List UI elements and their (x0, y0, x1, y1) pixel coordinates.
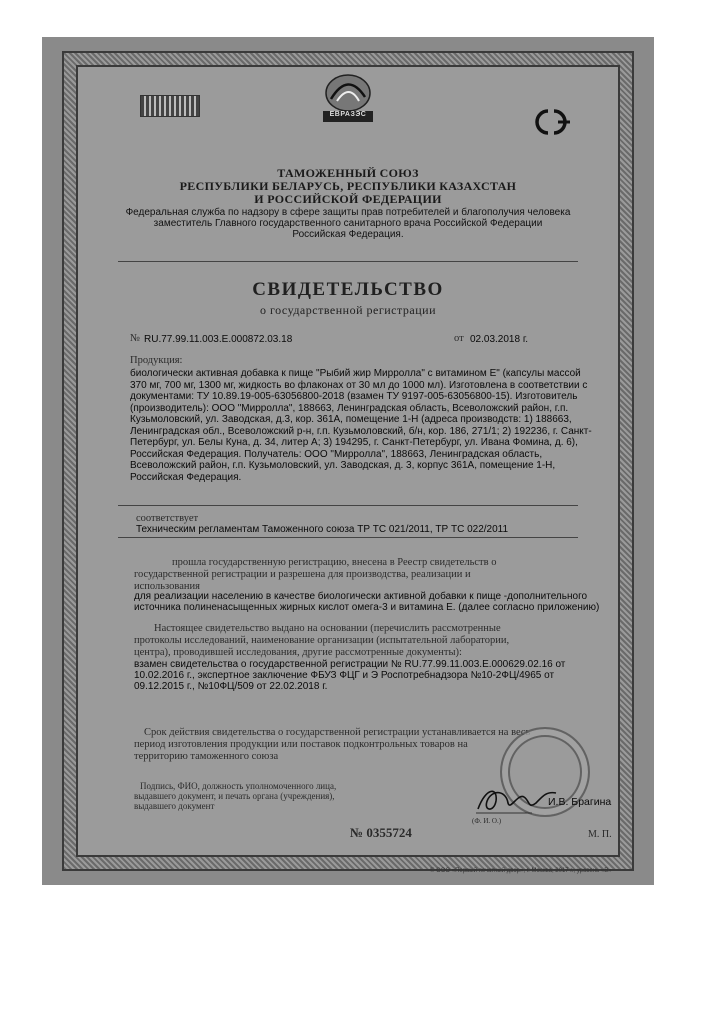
union-line-3: И РОССИЙСКОЙ ФЕДЕРАЦИИ (254, 192, 442, 206)
basis-line-2: протоколы исследований, наименование организации (испытательной лаборатории, (134, 635, 510, 646)
signature-caption-1: Подпись, ФИО, должность уполномоченного лица, (140, 781, 337, 791)
usage-line-1: для реализации населению в качестве биологически активной добавки к пище -дополнительного (134, 591, 588, 602)
registered-line-3: использования (134, 581, 200, 592)
eac-conformity-mark-icon (524, 107, 578, 137)
form-number: № 0355724 (350, 825, 412, 840)
authority-line-3: Российская Федерация. (292, 229, 404, 240)
validity-line-2: период изготовления продукции или поставок подконтрольных товаров на (134, 739, 468, 750)
ornamental-border (62, 51, 634, 871)
product-line: (производитель): ООО "Мирролла", 188663, Ленинградская область, Всеволожский район, г.п. (130, 402, 569, 414)
divider-product (118, 505, 578, 506)
certificate-sheet (42, 37, 654, 885)
product-line: Петербург, ул. Белы Куна, д. 34, литер А; 3) 194295, г. Санкт-Петербург, ул. Ивана Фомина, д. 6), (130, 437, 578, 448)
product-label: Продукция: (130, 355, 183, 366)
product-line: Российская Федерация. Получатель: ООО "Мирролла", 188663, Ленинградская область, (130, 448, 543, 460)
product-line: Российская Федерация. (130, 471, 242, 483)
product-line: документами: ТУ 10.89.19-005-63056800-2018 (взамен ТУ 9197-005-63056800-15). Изготовитель (130, 391, 578, 402)
authority-line-1: Федеральная служба по надзору в сфере защиты прав потребителей и благополучия человека (125, 207, 571, 218)
reg-number-prefix: № (130, 333, 141, 344)
basis-typed-2: 10.02.2016 г., экспертное заключение ФБУЗ ФЦГ и Э Роспотребнадзора №10-2ФЦ/4965 от (134, 670, 555, 681)
reg-date: 02.03.2018 г. (470, 334, 529, 345)
signature-caption-3: выдавшего документ (134, 801, 215, 811)
divider-conformity (118, 537, 578, 538)
emblem-label: ЕВРАЗЭС (329, 111, 367, 118)
usage-line-2: источника полиненасыщенных жирных кислот омега-3 и витамина Е. (далее согласно приложению) (134, 602, 600, 613)
product-line: Всеволожский район, г.п. Кузьмоловский, ул. Заводская, д. 3, корпус 361А, помещение 1-Н, (130, 460, 556, 471)
validity-line-3: территорию таможенного союза (134, 751, 279, 762)
document-subtitle: о государственной регистрации (259, 303, 436, 317)
product-line: Ленинградская обл., Всеволожский р-н, г.п. Кузьмоловский, б/н, кор. 186, 271/1; 2) 192236, г. Санкт- (130, 425, 592, 437)
reg-number: RU.77.99.11.003.E.000872.03.18 (144, 334, 293, 345)
reg-date-prefix: от (454, 333, 464, 344)
conformity-label: соответствует (136, 513, 199, 524)
printer-imprint: © ООО «Первый печатный двор», г. Москва, 2017 г., уровень «В» (430, 868, 612, 874)
product-line: Кузьмоловский, ул. Заводская, д.3, кор. 361А, помещение 1-Н (адреса производств: 1) 188663, (130, 414, 572, 425)
union-line-2: РЕСПУБЛИКИ БЕЛАРУСЬ, РЕСПУБЛИКИ КАЗАХСТАН (179, 179, 517, 193)
divider-top (118, 261, 578, 262)
conformity-text: Техническим регламентам Таможенного союза ТР ТС 021/2011, ТР ТС 022/2011 (136, 524, 509, 535)
union-line-1: ТАМОЖЕННЫЙ СОЮЗ (277, 166, 419, 180)
basis-line-3: центра), проводившей исследования, другие рассмотренные документы): (134, 647, 462, 658)
basis-line-1: Настоящее свидетельство выдано на основании (перечислить рассмотренные (154, 623, 501, 634)
authority-line-2: заместитель Главного государственного санитарного врача Российской Федерации (153, 218, 543, 229)
fio-hint: (Ф. И. О.) (472, 817, 502, 825)
product-line: биологически активная добавка к пище "Рыбий жир Мирролла" с витамином Е" (капсулы массой (130, 368, 581, 379)
document-title: СВИДЕТЕЛЬСТВО (252, 279, 444, 300)
basis-typed-3: 09.12.2015 г., №10ФЦ/509 от 22.02.2018 г. (134, 681, 328, 692)
product-line: 370 мг, 700 мг, 1300 мг, жидкость во флаконах от 30 мл до 1000 мл). Изготовлена в соответствии с (130, 379, 588, 391)
registered-line-1: прошла государственную регистрацию, внесена в Реестр свидетельств о (172, 557, 497, 568)
validity-line-1: Срок действия свидетельства о государственной регистрации устанавливается на весь (144, 727, 531, 738)
signatory-name: И.В. Брагина (548, 796, 612, 808)
signature-caption-2: выдавшего документ, и печать органа (учреждения), (134, 791, 335, 801)
registered-line-2: государственной регистрации и разрешена для производства, реализации и (134, 569, 471, 580)
basis-typed-1: взамен свидетельства о государственной регистрации № RU.77.99.11.003.E.000629.02.16 от (134, 659, 566, 670)
certificate-body (76, 65, 620, 857)
stamp-place-label: М. П. (588, 829, 612, 840)
